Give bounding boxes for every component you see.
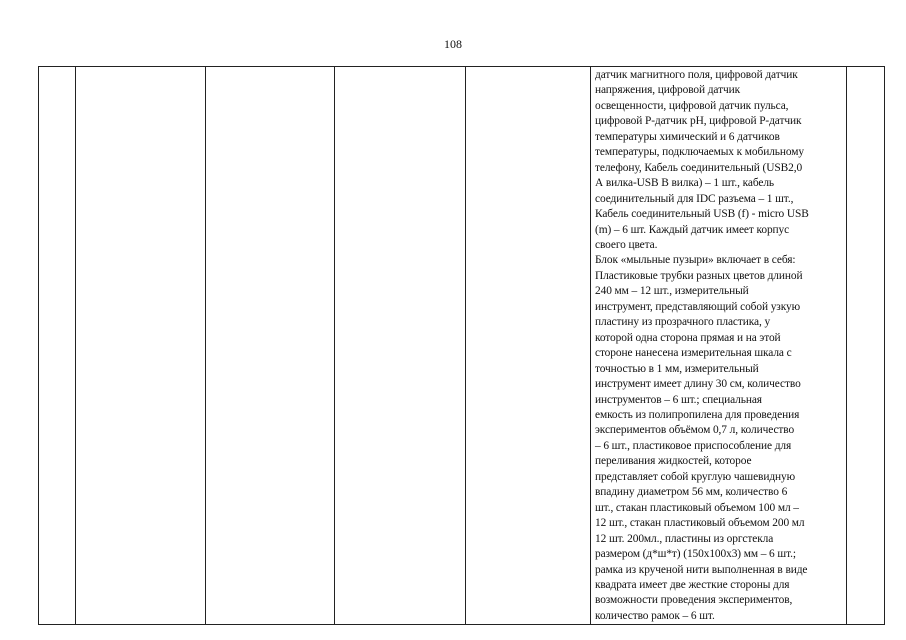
description-line: количество рамок – 6 шт. (595, 609, 715, 622)
description-line: рамка из крученой нити выполненная в виде (595, 563, 808, 576)
description-line: напряжения, цифровой датчик (595, 84, 741, 97)
specification-table (38, 66, 885, 625)
description-line: точностью в 1 мм, измерительный (595, 362, 759, 375)
description-line: 12 шт., стакан пластиковый объемом 200 мл (595, 517, 805, 530)
description-line: (m) – 6 шт. Каждый датчик имеет корпус (595, 223, 790, 236)
description-line: стороне нанесена измерительная шкала с (595, 347, 792, 360)
description-line: Кабель соединительный USB (f) - micro USB (595, 208, 809, 221)
description-line: инструмент, представляющий собой узкую (595, 300, 800, 313)
description-line: телефону, Кабель соединительный (USB2,0 (595, 161, 803, 174)
description-line: инструментов – 6 шт.; специальная (595, 393, 762, 406)
description-line: – 6 шт., пластиковое приспособление для (595, 439, 792, 452)
description-line: датчик магнитного поля, цифровой датчик (595, 69, 798, 81)
description-line: Пластиковые трубки разных цветов длиной (595, 269, 803, 282)
description-line: пластину из прозрачного пластика, у (595, 316, 771, 329)
table-cell-col5 (466, 67, 591, 625)
table-cell-number (39, 67, 76, 625)
description-line: 12 шт. 200мл., пластины из оргстекла (595, 532, 774, 545)
description-line: которой одна сторона прямая и на этой (595, 331, 781, 344)
description-line: представляет собой круглую чашевидную (595, 470, 796, 483)
description-line: температуры, подключаемых к мобильному (595, 146, 804, 159)
description-line: размером (д*ш*т) (150х100х3) мм – 6 шт.; (595, 548, 796, 561)
table-cell-last (847, 67, 885, 625)
description-line: переливания жидкостей, которое (595, 455, 752, 468)
description-line: температуры химический и 6 датчиков (595, 130, 780, 143)
description-line: соединительный для IDC разъема – 1 шт., (595, 192, 794, 205)
description-line: своего цвета. (595, 238, 658, 251)
table-row (39, 67, 885, 625)
description-line: цифровой Р-датчик pH, цифровой Р-датчик (595, 115, 802, 128)
table-cell-col4 (335, 67, 466, 625)
description-line: инструмент имеет длину 30 см, количество (595, 378, 801, 391)
table-cell-col3 (206, 67, 335, 625)
description-line: емкость из полипропилена для проведения (595, 408, 800, 421)
description-line: А вилка-USB B вилка) – 1 шт., кабель (595, 177, 775, 190)
description-line: экспериментов объёмом 0,7 л, количество (595, 424, 795, 437)
description-line: Блок «мыльные пузыри» включает в себя: (595, 254, 796, 267)
description-line: шт., стакан пластиковый объемом 100 мл – (595, 501, 799, 514)
description-line: освещенности, цифровой датчик пульса, (595, 99, 789, 112)
page-number: 108 (444, 37, 462, 51)
description-line: 240 мм – 12 шт., измерительный (595, 285, 749, 298)
table-cell-description (591, 67, 847, 625)
table-cell-name (76, 67, 206, 625)
description-line: возможности проведения экспериментов, (595, 594, 793, 607)
description-line: впадину диаметром 56 мм, количество 6 (595, 486, 788, 499)
description-line: квадрата имеет две жесткие стороны для (595, 578, 790, 591)
